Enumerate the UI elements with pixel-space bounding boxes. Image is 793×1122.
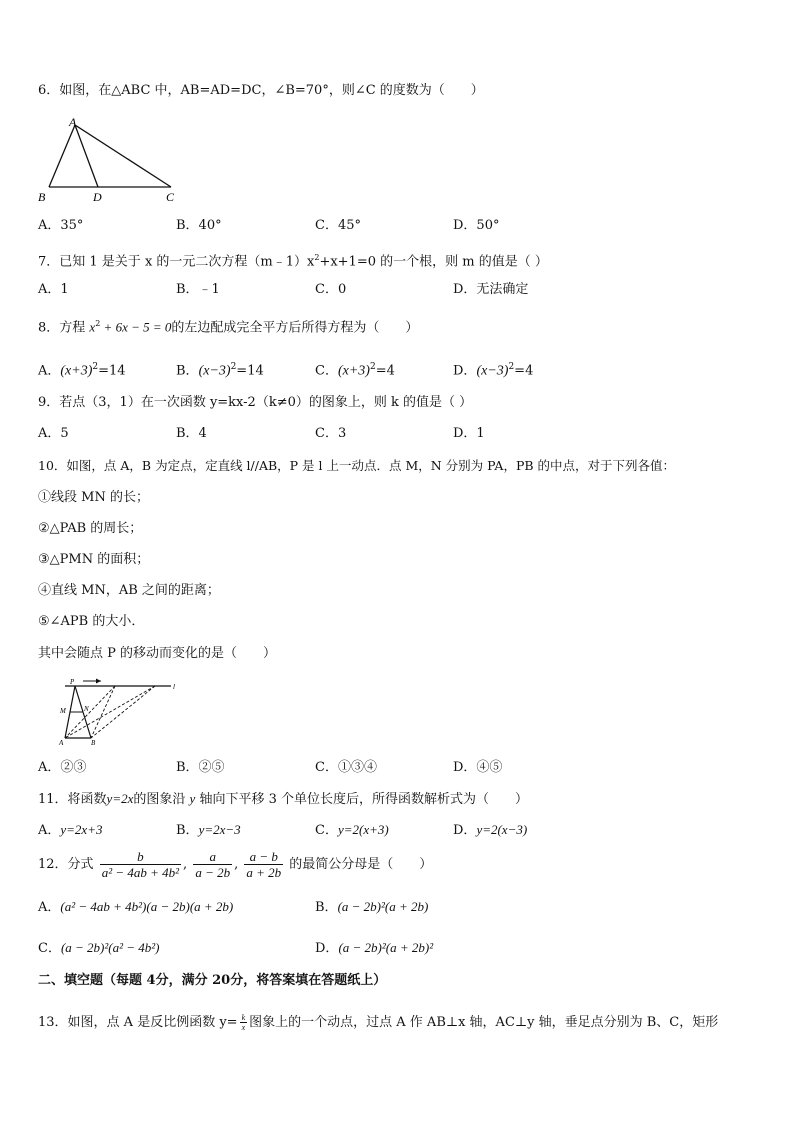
q8-stem: 8．方程 $x^2 + 6x - 5 = 0$的左边配成完全平方后所得方程为（ ） <box>38 319 419 336</box>
q10-question: 其中会随点 P 的移动而变化的是（ ） <box>38 646 277 661</box>
q6-label-D: D <box>93 190 102 204</box>
q7-stem: 7．已知 1 是关于 x 的一元二次方程$(m﹣1)x^2+x+1=0$ 的一个根，则 m 的值是（ ） <box>38 253 548 270</box>
q6-label-C: C <box>166 190 175 204</box>
q10-label-B: B <box>91 739 96 747</box>
q10-option-d: D．④⑤ <box>453 760 503 775</box>
section-fill-in-header: 二、填空题（每题 4分，满分 20分，将答案填在答题纸上） <box>38 973 387 988</box>
q10-item-3: ③△PMN 的面积； <box>38 552 150 567</box>
q12-stem: 12．分式 $\frac{b}{\text{a² − 4ab + 4b²}}$ , $\frac{a}{a - 2b}$ , $\frac{a - b}{a + 2b}$ 的最简公分母是（ ） <box>38 849 433 880</box>
q7-option-c: C．0 <box>315 282 347 297</box>
q6-option-d: D．50° <box>453 218 500 233</box>
q13-fraction-k-over-x: $\frac{k}{x}$ <box>241 1013 246 1032</box>
q10-label-N: N <box>84 705 89 713</box>
q9-stem: 9．若点（3，1）在一次函数 y=kx-2（k≠0）的图象上，则 k 的值是（ ） <box>38 395 473 410</box>
q8-option-c: C．$(x+3)^2=4$ <box>315 362 395 379</box>
q11-option-a: A．y=2x+3 <box>38 822 103 838</box>
q9-option-d: D．1 <box>453 426 485 441</box>
q12-option-a: A．(a² − 4ab + 4b²)(a − 2b)(a + 2b) <box>38 899 234 915</box>
q13-stem: 13．如图，点 A 是反比例函数 y= $\frac{k}{x}$ 图象上的一个动点，过点 A 作 AB⊥x 轴，AC⊥y 轴，垂足点分别为 B、C，矩形 <box>38 1013 719 1032</box>
q10-label-M: M <box>60 707 66 715</box>
q8-option-d: D．$(x-3)^2=4$ <box>453 362 534 379</box>
q6-option-b: B．40° <box>176 218 222 233</box>
q10-option-b: B．②⑤ <box>176 760 225 775</box>
q11-stem: 11．将函数y=2x的图象沿 y 轴向下平移 3 个单位长度后，所得函数解析式为（ ） <box>38 791 528 807</box>
q7-option-a: A．1 <box>38 282 69 297</box>
q8-option-a: A．$(x+3)^2=14$ <box>38 362 126 379</box>
q6-option-a: A．35° <box>38 218 84 233</box>
q10-label-P: P <box>70 678 75 686</box>
q12-fraction-1: $\frac{b}{\text{a² − 4ab + 4b²}}$ <box>101 849 180 880</box>
q10-option-c: C．①③④ <box>315 760 377 775</box>
q10-option-a: A．②③ <box>38 760 87 775</box>
q9-option-a: A．5 <box>38 426 69 441</box>
q7-option-d: D．无法确定 <box>453 282 529 297</box>
q8-option-b: B．$(x-3)^2=14$ <box>176 362 264 379</box>
q10-item-2: ②△PAB 的周长； <box>38 521 143 536</box>
q12-option-b: B．(a − 2b)²(a + 2b) <box>315 899 429 915</box>
q10-figure <box>55 678 180 748</box>
q6-option-c: C．45° <box>315 218 361 233</box>
q10-item-5: ⑤∠APB 的大小． <box>38 614 145 629</box>
q12-fraction-3: $\frac{a - b}{a + 2b}$ <box>246 849 282 880</box>
q10-label-A: A <box>59 739 64 747</box>
q10-item-4: ④直线 MN，AB 之间的距离； <box>38 583 220 598</box>
q11-option-b: B．y=2x−3 <box>176 822 241 838</box>
q11-option-d: D．y=2(x−3) <box>453 822 528 838</box>
q10-label-l: l <box>173 683 175 691</box>
q11-option-c: C．y=2(x+3) <box>315 822 389 838</box>
q6-label-A: A <box>69 115 77 129</box>
q12-option-d: D．(a − 2b)²(a + 2b)² <box>315 940 434 956</box>
q6-stem: 6．如图，在△ABC 中，AB=AD=DC，∠B=70°，则∠C 的度数为（ ） <box>38 83 484 98</box>
q9-option-b: B．4 <box>176 426 207 441</box>
q12-fraction-2: $\frac{a}{a - 2b}$ <box>195 849 231 880</box>
q12-option-c: C．(a − 2b)²(a² − 4b²) <box>38 940 160 956</box>
q7-option-b: B．﹣1 <box>176 282 220 297</box>
q9-option-c: C．3 <box>315 426 347 441</box>
q6-label-B: B <box>38 190 46 204</box>
q6-triangle-figure <box>35 115 185 207</box>
q10-stem: 10．如图，点 A，B 为定点，定直线 l//AB，P 是 l 上一动点．点 M，N 分别为 PA，PB 的中点，对于下列各值： <box>38 458 676 473</box>
q10-item-1: ①线段 MN 的长； <box>38 490 149 505</box>
